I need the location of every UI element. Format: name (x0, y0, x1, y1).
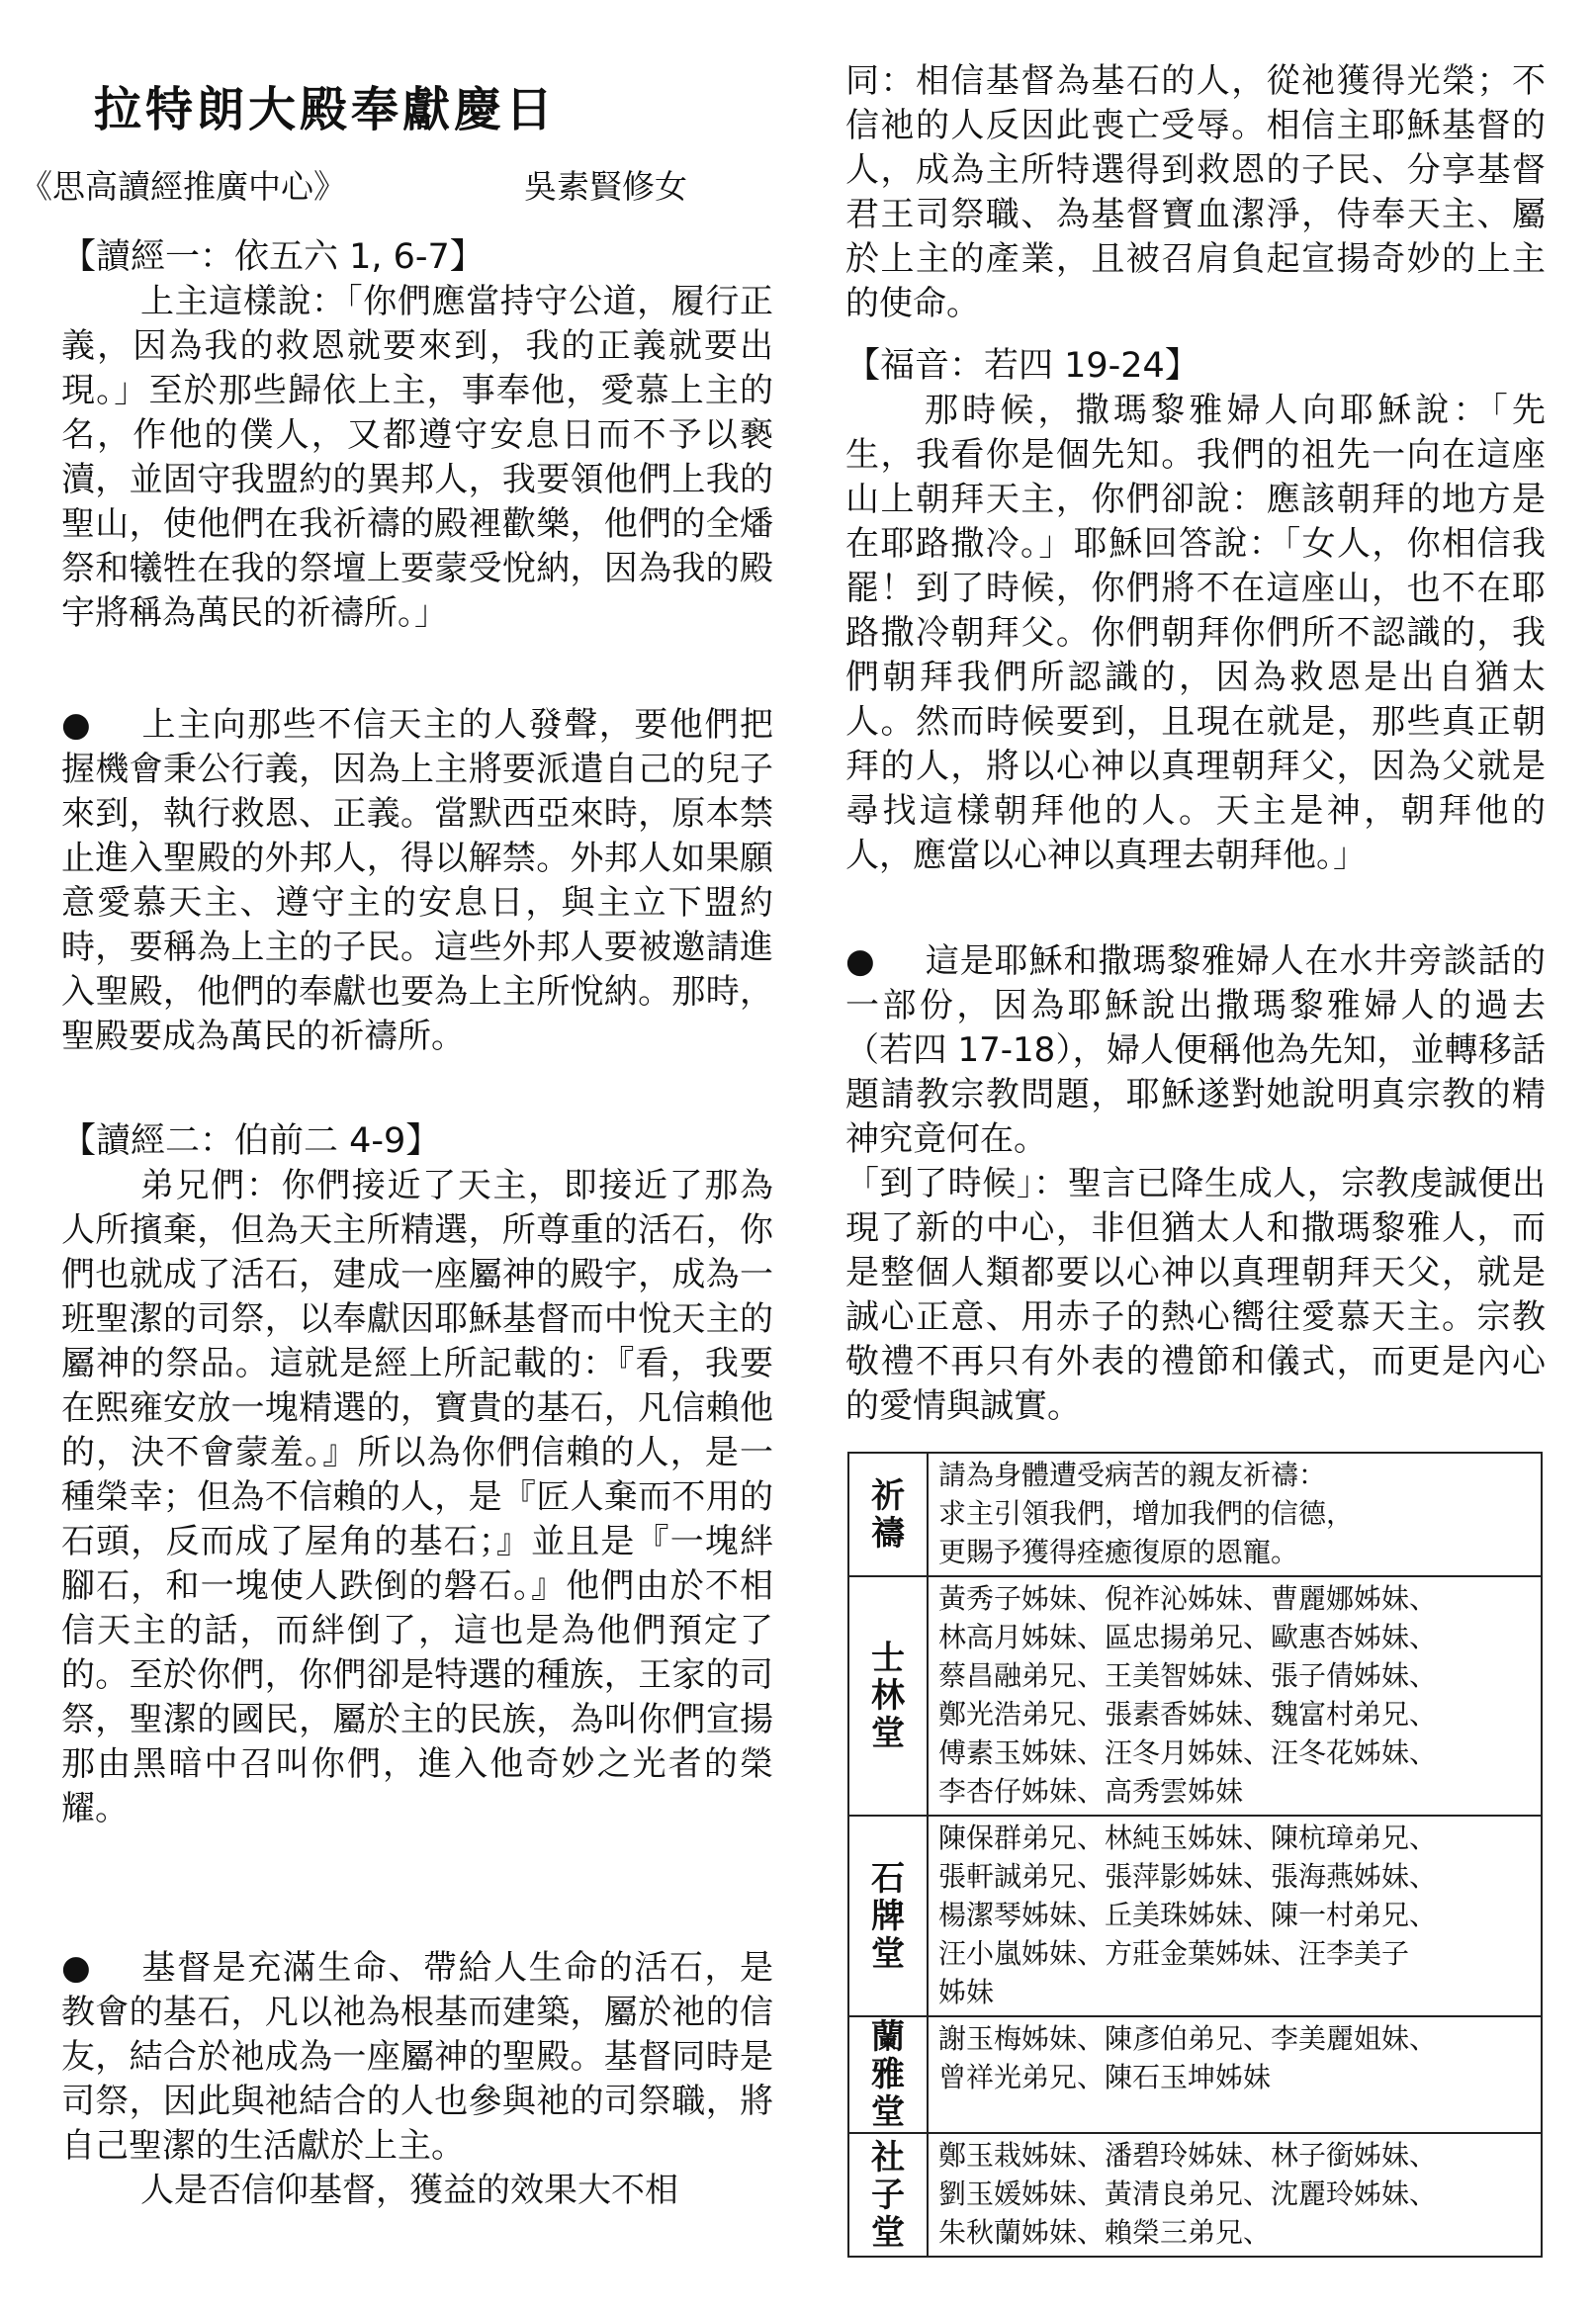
name-line: 黃秀子姊妹、倪祚沁姊妹、曹麗娜姊妹、 (938, 1582, 1438, 1615)
name-line: 蔡昌融弟兄、王美智姊妹、張子倩姊妹、 (938, 1659, 1438, 1692)
gospel-text: 那時候，撒瑪黎雅婦人向耶穌說：「先生，我看你是個先知。我們的祖先一向在這座山上朝拜天主，你們卻說：應該朝拜的地方是在耶路撒冷。」耶穌回答說：「女人，你相信我罷！到了時候，你們將不在這座山，也不在耶路撒冷朝拜父。你們朝拜你們所不認識的，我們朝拜我們所認識的，因為救恩是出自猶太人。然而時候要到，且現在就是，那些真正朝拜的人，將以心神以真理朝拜父，因為父就是尋找這樣朝拜他的人。天主是神，朝拜他的人，應當以心神以真理去朝拜他。」 (845, 391, 1546, 875)
reading1-heading: 【讀經一：依五六 1, 6-7】 (61, 237, 485, 277)
name-line: 陳保群弟兄、林純玉姊妹、陳杭璋弟兄、 (938, 1822, 1438, 1854)
name-line: 謝玉梅姊妹、陳彥伯弟兄、李美麗姐妹、 (938, 2022, 1438, 2055)
name-line: 曾祥光弟兄、陳石玉坤姊妹 (938, 2061, 1272, 2093)
name-line: 更賜予獲得痊癒復原的恩寵。 (938, 1536, 1299, 1568)
row-label-char: 蘭 (871, 2017, 905, 2057)
row-names (928, 1816, 1542, 2016)
page-title: 拉特朗大殿奉獻慶日 (94, 82, 558, 137)
byline (20, 161, 712, 208)
prayer-table (847, 1452, 1543, 2258)
gospel-heading: 【福音：若四 19-24】 (845, 346, 1199, 386)
reading1-comment-text: 上主向那些不信天主的人發聲，要他們把握機會秉公行義，因為上主將要派遣自己的兒子來到，執行救恩、正義。當默西亞來時，原本禁止進入聖殿的外邦人，得以解禁。外邦人如果願意愛慕天主、遵守主的安息日，與主立下盟約時，要稱為上主的子民。這些外邦人要被邀請進入聖殿，他們的奉獻也要為上主所悅納。那時，聖殿要成為萬民的祈禱所。 (61, 705, 773, 1056)
author-name: 吳素賢修女 (524, 167, 687, 206)
row-label (848, 1816, 928, 2016)
row-label (848, 1576, 928, 1816)
name-line: 李杏仔姊妹、高秀雲姊妹 (938, 1775, 1244, 1808)
shipai-church-row (848, 1816, 1542, 2016)
name-line: 楊潔琴姊妹、丘美珠姊妹、陳一村弟兄、 (938, 1899, 1438, 1931)
name-line: 傅素玉姊妹、汪冬月姊妹、汪冬花姊妹、 (938, 1736, 1438, 1769)
row-label-char: 禱 (871, 1513, 905, 1554)
name-line: 求主引領我們，增加我們的信德， (938, 1497, 1355, 1530)
reading2-comment (61, 1946, 773, 2213)
row-names (928, 1453, 1542, 1576)
reading2-text: 弟兄們：你們接近了天主，即接近了那為人所擯棄，但為天主所精選，所尊重的活石，你們也就成了活石，建成一座屬神的殿宇，成為一班聖潔的司祭，以奉獻因耶穌基督而中悅天主的屬神的祭品。這就是經上所記載的：『看，我要在熙雍安放一塊精選的，寶貴的基石，凡信賴他的，決不會蒙羞。』所以為你們信賴的人，是一種榮幸；但為不信賴的人，是『匠人棄而不用的石頭，反而成了屋角的基石；』並且是『一塊絆腳石，和一塊使人跌倒的磐石。』他們由於不相信天主的話，而絆倒了，這也是為他們預定了的。至於你們，你們卻是特選的種族，王家的司祭，聖潔的國民，屬於主的民族，為叫你們宣揚那由黑暗中召叫你們，進入他奇妙之光者的榮耀。 (61, 1166, 773, 1828)
gospel-comment-text: 這是耶穌和撒瑪黎雅婦人在水井旁談話的一部份，因為耶穌說出撒瑪黎雅婦人的過去（若四 17-18），婦人便稱他為先知，並轉移話題請教宗教問題，耶穌遂對她說明真宗教的精神究竟何在。 (845, 941, 1546, 1159)
row-label-char: 堂 (871, 2212, 905, 2253)
row-label-char: 石 (871, 1858, 905, 1899)
row-label-char: 士 (871, 1639, 905, 1678)
row-label-char: 堂 (871, 1933, 905, 1974)
reading1-section (61, 235, 773, 636)
reading1-comment (61, 703, 773, 1059)
row-label-char: 林 (871, 1676, 905, 1716)
row-names (928, 2133, 1542, 2257)
bullet-icon: ● (845, 941, 875, 981)
bullet-icon: ● (61, 1948, 91, 1988)
row-label-char: 社 (871, 2137, 905, 2178)
shezi-church-row (848, 2133, 1542, 2257)
reading2-heading: 【讀經二：伯前二 4-9】 (61, 1121, 441, 1161)
reading1-text: 上主這樣說：「你們應當持守公道，履行正義，因為我的救恩就要來到，我的正義就要出現。」至於那些歸依上主，事奉他，愛慕上主的名，作他的僕人，又都遵守安息日而不予以褻瀆，並固守我盟約的異邦人，我要領他們上我的聖山，使他們在我祈禱的殿裡歡樂，他們的全燔祭和犧牲在我的祭壇上要蒙受悅納，因為我的殿宇將稱為萬民的祈禱所。」 (61, 282, 773, 633)
gospel-section (845, 344, 1546, 878)
name-line: 鄭玉栽姊妹、潘碧玲姊妹、林子銜姊妹、 (938, 2139, 1438, 2172)
gospel-comment (845, 939, 1546, 1429)
row-label-char: 祈 (871, 1475, 905, 1516)
name-line: 鄭光浩弟兄、張素香姊妹、魏富村弟兄、 (938, 1698, 1438, 1731)
reading2-comment-text: 基督是充滿生命、帶給人生命的活石，是教會的基石，凡以祂為根基而建築，屬於祂的信友，結合於祂成為一座屬神的聖殿。基督同時是司祭，因此與祂結合的人也參與祂的司祭職，將自己聖潔的生活獻於上主。 (61, 1948, 773, 2166)
shilin-church-row (848, 1576, 1542, 1816)
reading2-section (61, 1119, 773, 1831)
row-label-char: 雅 (871, 2055, 905, 2094)
row-label-char: 牌 (871, 1896, 905, 1936)
name-line: 張軒誠弟兄、張萍影姊妹、張海燕姊妹、 (938, 1860, 1438, 1893)
row-label (848, 2133, 928, 2257)
row-label-char: 堂 (871, 1714, 905, 1753)
name-line: 劉玉媛姊妹、黃清良弟兄、沈麗玲姊妹、 (938, 2178, 1438, 2210)
row-names (928, 1576, 1542, 1816)
row-label (848, 2016, 928, 2133)
name-line: 朱秋蘭姊妹、賴榮三弟兄、 (938, 2216, 1272, 2249)
row-label (848, 1453, 928, 1576)
row-label-char: 堂 (871, 2092, 905, 2132)
name-line: 汪小嵐姊妹、方莊金葉姊妹、汪李美子 (938, 1937, 1410, 1970)
reading2-continued (845, 59, 1546, 326)
lanya-church-row (848, 2016, 1542, 2133)
gospel-note: 「到了時候」：聖言已降生成人，宗教虔誠便出現了新的中心，非但猶太人和撒瑪黎雅人，而是整個人類都要以心神以真理朝拜天父，就是誠心正意、用赤子的熱心嚮往愛慕天主。宗教敬禮不再只有外表的禮節和儀式，而更是內心的愛情與誠實。 (845, 1164, 1546, 1426)
name-line: 請為身體遭受病苦的親友祈禱： (938, 1459, 1327, 1491)
prayer-row (848, 1453, 1542, 1576)
row-names (928, 2016, 1542, 2133)
row-label-char: 子 (871, 2175, 905, 2215)
source-label: 《思高讀經推廣中心》 (20, 167, 346, 206)
name-line: 姊妹 (938, 1976, 995, 2008)
bullet-icon: ● (61, 705, 91, 745)
name-line: 林高月姊妹、區忠揚弟兄、歐惠杏姊妹、 (938, 1621, 1438, 1653)
reading2-continued-text: 同：相信基督為基石的人，從祂獲得光榮；不信祂的人反因此喪亡受辱。相信主耶穌基督的人，成為主所特選得到救恩的子民、分享基督君王司祭職、為基督寶血潔淨，侍奉天主、屬於上主的產業，且被召肩負起宣揚奇妙的上主的使命。 (845, 61, 1546, 323)
reading2-tail: 人是否信仰基督，獲益的效果大不相 (140, 2171, 678, 2210)
